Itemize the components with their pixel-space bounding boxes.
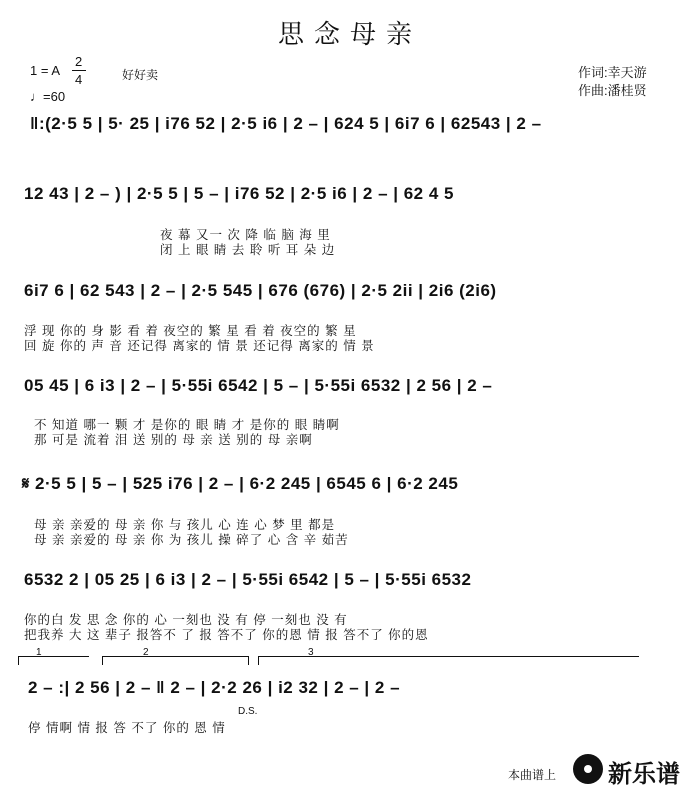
brand-logo-text: 新乐谱 <box>608 760 680 788</box>
time-signature-numerator: 2 <box>75 54 83 69</box>
volta-bracket-1 <box>18 656 89 665</box>
song-title: 思念母亲 <box>277 20 422 49</box>
upload-credit: 本曲谱上 <box>508 768 557 782</box>
notation-row-4: 05 45 | 6 i3 | 2 – | 5·55i 6542 | 5 – | 5·55i 6532 | 2 56 | 2 – <box>24 376 493 395</box>
lyrics-row-7-verse-1: 停 情啊 情 报 答 不了 你的 恩 情 <box>28 721 226 735</box>
lyrics-row-3-verse-1: 浮 现 你的 身 影 看 着 夜空的 繁 星 看 着 夜空的 繁 星 <box>24 324 357 338</box>
volta-bracket-3 <box>258 656 639 665</box>
lyricist-credit: 作词:幸天游 <box>578 65 647 80</box>
notation-row-5: 𝄋 2·5 5 | 5 – | 525 i76 | 2 – | 6·2 245 | 6545 6 | 6·2 245 <box>22 474 459 493</box>
lyrics-row-2-verse-1: 夜 幕 又一 次 降 临 脑 海 里 <box>160 228 331 242</box>
lyrics-row-3-verse-2: 回 旋 你的 声 音 还记得 离家的 情 景 还记得 离家的 情 景 <box>24 339 375 353</box>
lyrics-row-6-verse-1: 你的白 发 思 念 你的 心 一刻也 没 有 停 一刻也 没 有 <box>24 613 348 627</box>
notation-row-3: 6i7 6 | 62 543 | 2 – | 2·5 545 | 676 (676) | 2·5 2ii | 2i6 (2i6) <box>24 281 497 300</box>
tempo-mark: ♩=60 <box>30 89 66 104</box>
lyrics-row-5-verse-1: 母 亲 亲爱的 母 亲 你 与 孩儿 心 连 心 梦 里 都是 <box>34 518 336 532</box>
time-signature-line <box>72 70 86 71</box>
time-signature-denominator: 4 <box>75 72 83 87</box>
volta-label-3: 3 <box>308 647 314 658</box>
notation-row-7: 2 – :| 2 56 | 2 – ‖ 2 – | 2·2 26 | i2 32 | 2 – | 2 – <box>28 678 401 697</box>
key-signature: 1 = A <box>30 63 60 78</box>
notation-row-1: ‖:(2·5 5 | 5· 25 | i76 52 | 2·5 i6 | 2 – | 624 5 | 6i7 6 | 62543 | 2 – <box>30 114 542 133</box>
notation-row-6: 6532 2 | 05 25 | 6 i3 | 2 – | 5·55i 6542 | 5 – | 5·55i 6532 <box>24 570 472 589</box>
volta-label-2: 2 <box>143 647 149 658</box>
lyrics-row-4-verse-1: 不 知道 哪一 颗 才 是你的 眼 睛 才 是你的 眼 睛啊 <box>34 418 340 432</box>
lyrics-row-6-verse-2: 把我养 大 这 辈子 报答不 了 报 答不了 你的恩 情 报 答不了 你的恩 <box>24 628 429 642</box>
lyrics-row-5-verse-2: 母 亲 亲爱的 母 亲 你 为 孩儿 操 碎了 心 含 辛 茹苦 <box>34 533 349 547</box>
notation-row-2: 12 43 | 2 – ) | 2·5 5 | 5 – | i76 52 | 2·5 i6 | 2 – | 62 4 5 <box>24 184 454 203</box>
disc-logo-icon <box>573 754 603 784</box>
volta-label-1: 1 <box>36 647 42 658</box>
composer-credit: 作曲:潘桂贤 <box>578 83 647 98</box>
dal-segno-mark: D.S. <box>238 706 258 717</box>
lyrics-row-2-verse-2: 闭 上 眼 睛 去 聆 听 耳 朵 边 <box>160 243 336 257</box>
volta-bracket-2 <box>102 656 249 665</box>
style-note: 好好卖 <box>122 68 159 82</box>
lyrics-row-4-verse-2: 那 可是 流着 泪 送 别的 母 亲 送 别的 母 亲啊 <box>34 433 313 447</box>
